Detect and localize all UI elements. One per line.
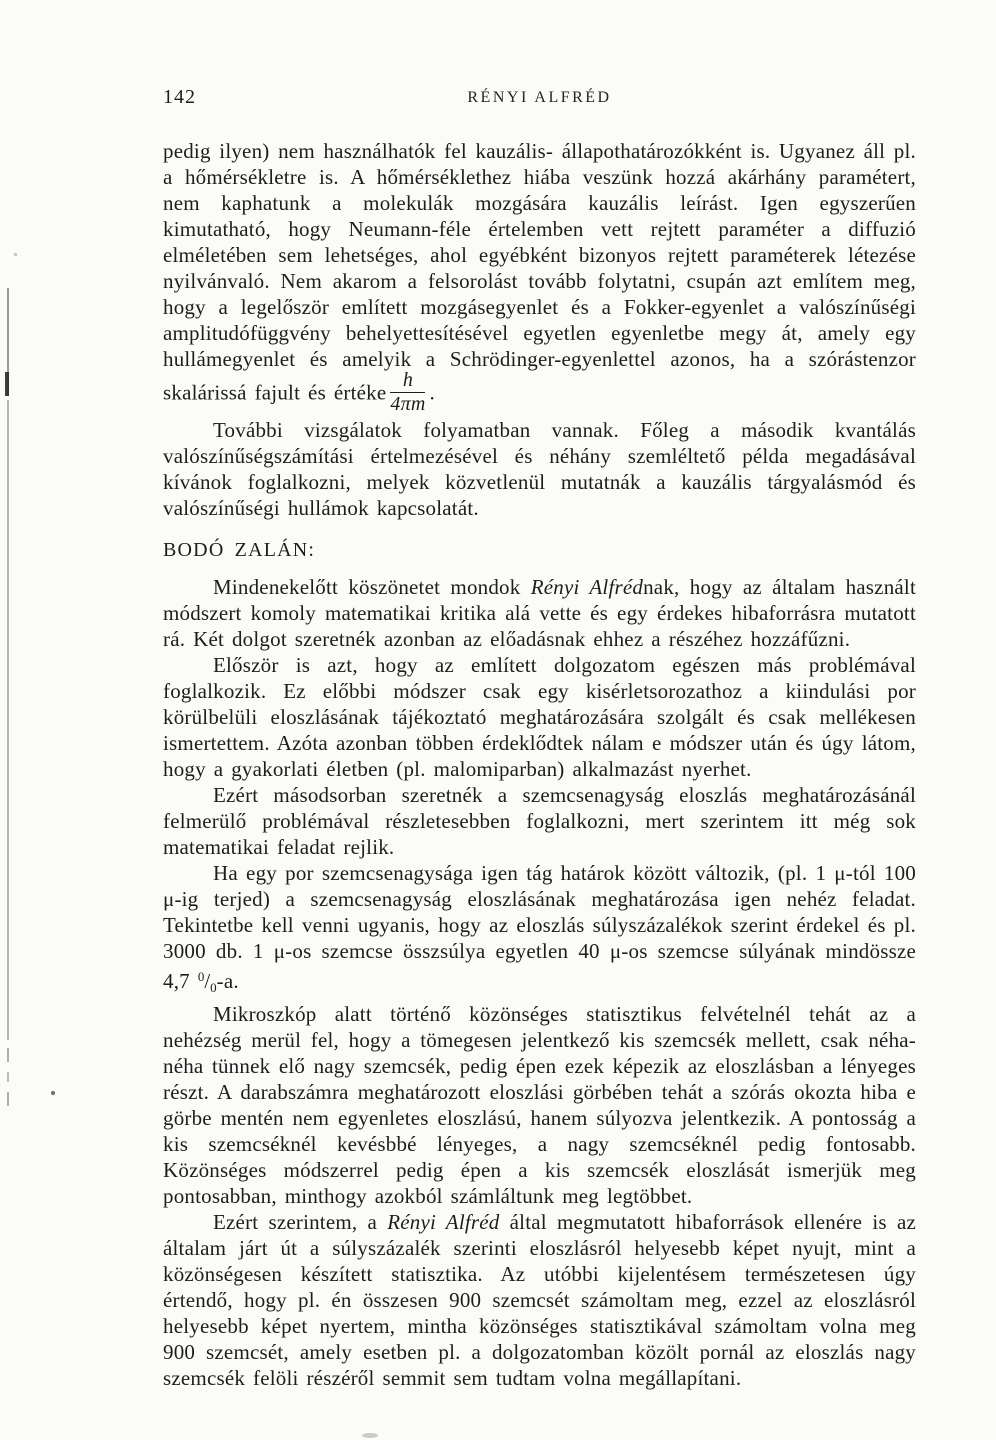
percent-numerator: 0: [197, 969, 205, 984]
paragraph-microscope: Mikroszkóp alatt történő közönséges statisztikus felvételnél tehát az a nehézség merül fel, hogy a tömegesen jelentkező kis szemcsék mellett, csak néha-néha tünnek elő nagy szemcsék, pedig épen ezek képezik az eloszlásban a lényeges részt. A darabszámra meghatározott eloszlási görbében tehát a szórás okozta hiba e görbe mentén nem egyenletes eloszlású, hanem súlyozva jelentkezik. A pontosság a kis szemcséknél kevésbbé lényeges, a nagy szemcséknél pedig fontosabb. Közönséges módszerrel pedig épen a kis szemcsék eloszlását ismerjük meg pontosabban, minthogy azokból számláltunk meg legtöbbet.: [163, 1002, 916, 1208]
text-column: [163, 138, 916, 1391]
scan-artifact-dash: [7, 1072, 9, 1082]
scan-artifact-smudge: [362, 1433, 378, 1438]
percent-denominator: 0: [210, 980, 217, 995]
scan-artifact-left-line: [7, 400, 9, 1040]
scan-artifact-speck: [14, 253, 17, 256]
paragraph-further-research: További vizsgálatok folyamatban vannak. Főleg a második kvantálás valószínűségszámítási értelmezésével és néhány szemléltető példa megadásával kívánok foglalkozni, melyek közvetlenül mutatnák a kauzális tárgyalásmód és valószínűségi hullámok kapcsolatát.: [163, 418, 916, 520]
paragraph-thanks: [163, 574, 916, 652]
inline-fraction-h-over-4pim: [390, 370, 425, 415]
scan-artifact-dot: [51, 1091, 55, 1095]
paragraph-text: Ha egy por szemcsenagysága igen tág határok között változik, (pl. 1 μ-tól 100 μ-ig terjed) a szemcsenagyság eloszlásának meghatározása igen nehéz feladat. Tekintetbe kell venni ugyanis, hogy az eloszlás súlyszázalékok szerint érdekel és pl. 3000 db. 1 μ-os szemcse összsúlya egyetlen 40 μ-os szemcse súlyának mindössze 4,7: [163, 861, 916, 993]
paragraph-first-point: Először is azt, hogy az említett dolgozatom egészen más problémával foglalkozik. Ez előbbi módszer csak egy kisérletsorozathoz a kiindulási por körülbelüli eloszlásának tájékoztató meghatározására szolgált és csak mellékesen ismertettem. Azóta azonban többen érdeklődtek nálam e módszer után és úgy látom, hogy a gyakorlati életben (pl. malomiparban) alkalmazást nyerhet.: [163, 653, 916, 781]
paragraph-text: -a.: [216, 969, 239, 993]
formula-suffix: .: [429, 380, 435, 405]
person-name-italic: Rényi Alfréd: [530, 575, 644, 599]
paragraph-text: Ezért szerintem, a: [213, 1210, 388, 1234]
percent-slash: /: [204, 969, 211, 993]
paragraph-text: pedig ilyen) nem használhatók fel kauzális- állapothatározókként is. Ugyanez áll pl. a hőmérsékletre is. A hőmérséklethez hiába veszünk hozzá akárhány paramétert, nem kaphatunk a molekulák mozgására kauzális leírást. Igen egyszerűen kimutatható, hogy Neumann-féle értelemben vett rejtett paraméter a diffuzió elméletében sem lehetséges, ahol egyébként bizonyos rejtett paraméterek létezése nyilvánvaló. Nem akarom a felsorolást tovább folytatni, csupán azt említem meg, hogy a legelőször említett mozgásegyenlet és a Fokker-egyenlet a valószínűségi amplitudófüggvény behelyettesítésével egyetlen egyenletbe megy át, amely egy hullámegyenlet és amelyik a Schrödinger-egyenlettel azonos, ha a szórástenzor skalárissá fajult és értéke: [163, 139, 916, 405]
fraction-denominator: 4πm: [390, 393, 426, 415]
scan-artifact-dash: [7, 1092, 9, 1106]
paragraph-text: által megmutatott hibaforrások ellenére is az általam járt út a súlyszázalék szerinti eloszlásról helyesebb képet nyujt, mint a közönségesen készített statisztika. Az utóbbi kijelentésem természetesen úgy értendő, hogy pl. én összesen 900 szemcsét számoltam meg, ezzel az eloszlásról helyesebb képet nyertem, mintha közönséges statisztikával számoltam volna meg 900 szemcsét, amely esetben pl. a dolgozatomban közölt pornál az eloszlás nagy szemcsék felöli részéről semmit sem tudtam volna megállapítani.: [163, 1210, 916, 1390]
speaker-heading: BODÓ ZALÁN:: [163, 539, 316, 561]
page-number: 142: [163, 86, 196, 108]
person-name-italic: Rényi Alfréd: [387, 1210, 500, 1234]
paragraph-grain-size: [163, 860, 916, 1001]
fraction-numerator: h: [390, 370, 425, 393]
page-header: [163, 86, 916, 110]
paragraph-conclusion: [163, 1209, 916, 1391]
paragraph-renyi-closing: [163, 138, 916, 417]
scan-artifact-dash: [7, 1048, 9, 1062]
paragraph-text: Mindenekelőtt köszönetet mondok: [213, 575, 531, 599]
running-head: RÉNYI ALFRÉD: [467, 89, 612, 106]
scan-artifact-ink-blob: [5, 372, 9, 396]
paragraph-second-point: Ezért másodsorban szeretnék a szemcsenagyság eloszlás meghatározásánál felmerülő problémával részletesebben foglalkozni, mert szerintem itt még sok matematikai feladat rejlik.: [163, 783, 916, 859]
paragraph-text: nak, hogy az általam használt módszert komoly matematikai kritika alá vette és egy érdekes hibaforrásra mutatott rá. Két dolgot szeretnék azonban az előadásnak ehhez a részéhez hozzáfűzni.: [163, 575, 916, 651]
